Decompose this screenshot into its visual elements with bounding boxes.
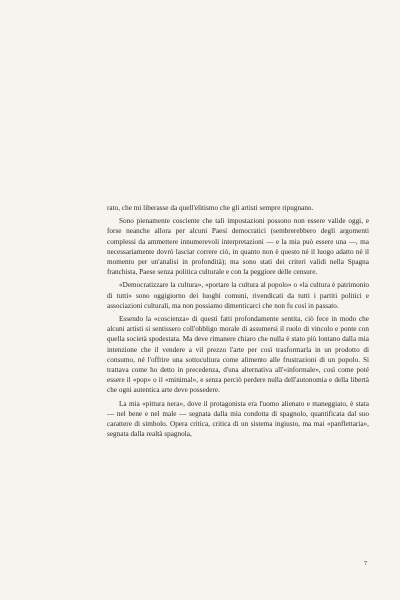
paragraph-1: rato, che mi liberasse da quell'elitismo che gli artisti sempre ripugnano. — [107, 204, 314, 212]
paragraph-4: Essendo la «coscienza» di questi fatti profondamente sentita, ciò fece in modo che alcuni artisti si sentissero coll'obbligo morale di assumersi il ruolo di vincolo e ponte con quella società spodestata. Ma deve rimanere chiaro che nulla è stato più lontano dalla mia intenzione che il vendere a vil prezzo l'arte per così trasformarla in un prodotto di consumo, né l'offrire una sottocultura come alimento alle frustrazioni di un popolo. Si trattava come ho detto in precedenza, d'una alternativa all'«informale», così come poté essere il «pop» o il «minimal», e senza perciò perdere nulla dell'autonomia e della libertà che ogni autentica arte deve possedere. — [107, 315, 369, 395]
body-text — [107, 203, 369, 442]
paragraph-2: Sono pienamente cosciente che tali impostazioni possono non essere valide oggi, e forse neanche allora per alcuni Paesi democratici (sembrerebbero degli argomenti complessi da ammettere innumerevoli interpretazioni — e la mia può essere una —, ma necessariamente dovrò lasciar correre ciò, in quanto non è questo né il luogo adatto né il momento per un'analisi in profondità); ma sono stati dei criteri validi nella Spagna franchista, Paese senza politica culturale e con la peggiore delle censure. — [107, 217, 369, 277]
page-number: 7 — [364, 560, 368, 567]
paragraph-5: La mia «pittura nera», dove il protagonista era l'uomo alienato e maneggiato, è stata — nel bene e nel male — segnata dalla mia condotta di spagnolo, quantificata dal suo carattere di simbolo. Opera critica, critica di un sistema ingiusto, ma mai «panflettaria», segnata dalla realtà spagnola, — [107, 399, 369, 439]
paragraph-3: «Democratizzare la cultura», «portare la cultura al popolo» o «la cultura è patrimonio di tutti» sono oggigiorno dei luoghi comuni, rivendicati da tutti i partiti politici e associazioni culturali, ma non possiamo dimenticarci che non fu così in passato. — [107, 281, 369, 310]
